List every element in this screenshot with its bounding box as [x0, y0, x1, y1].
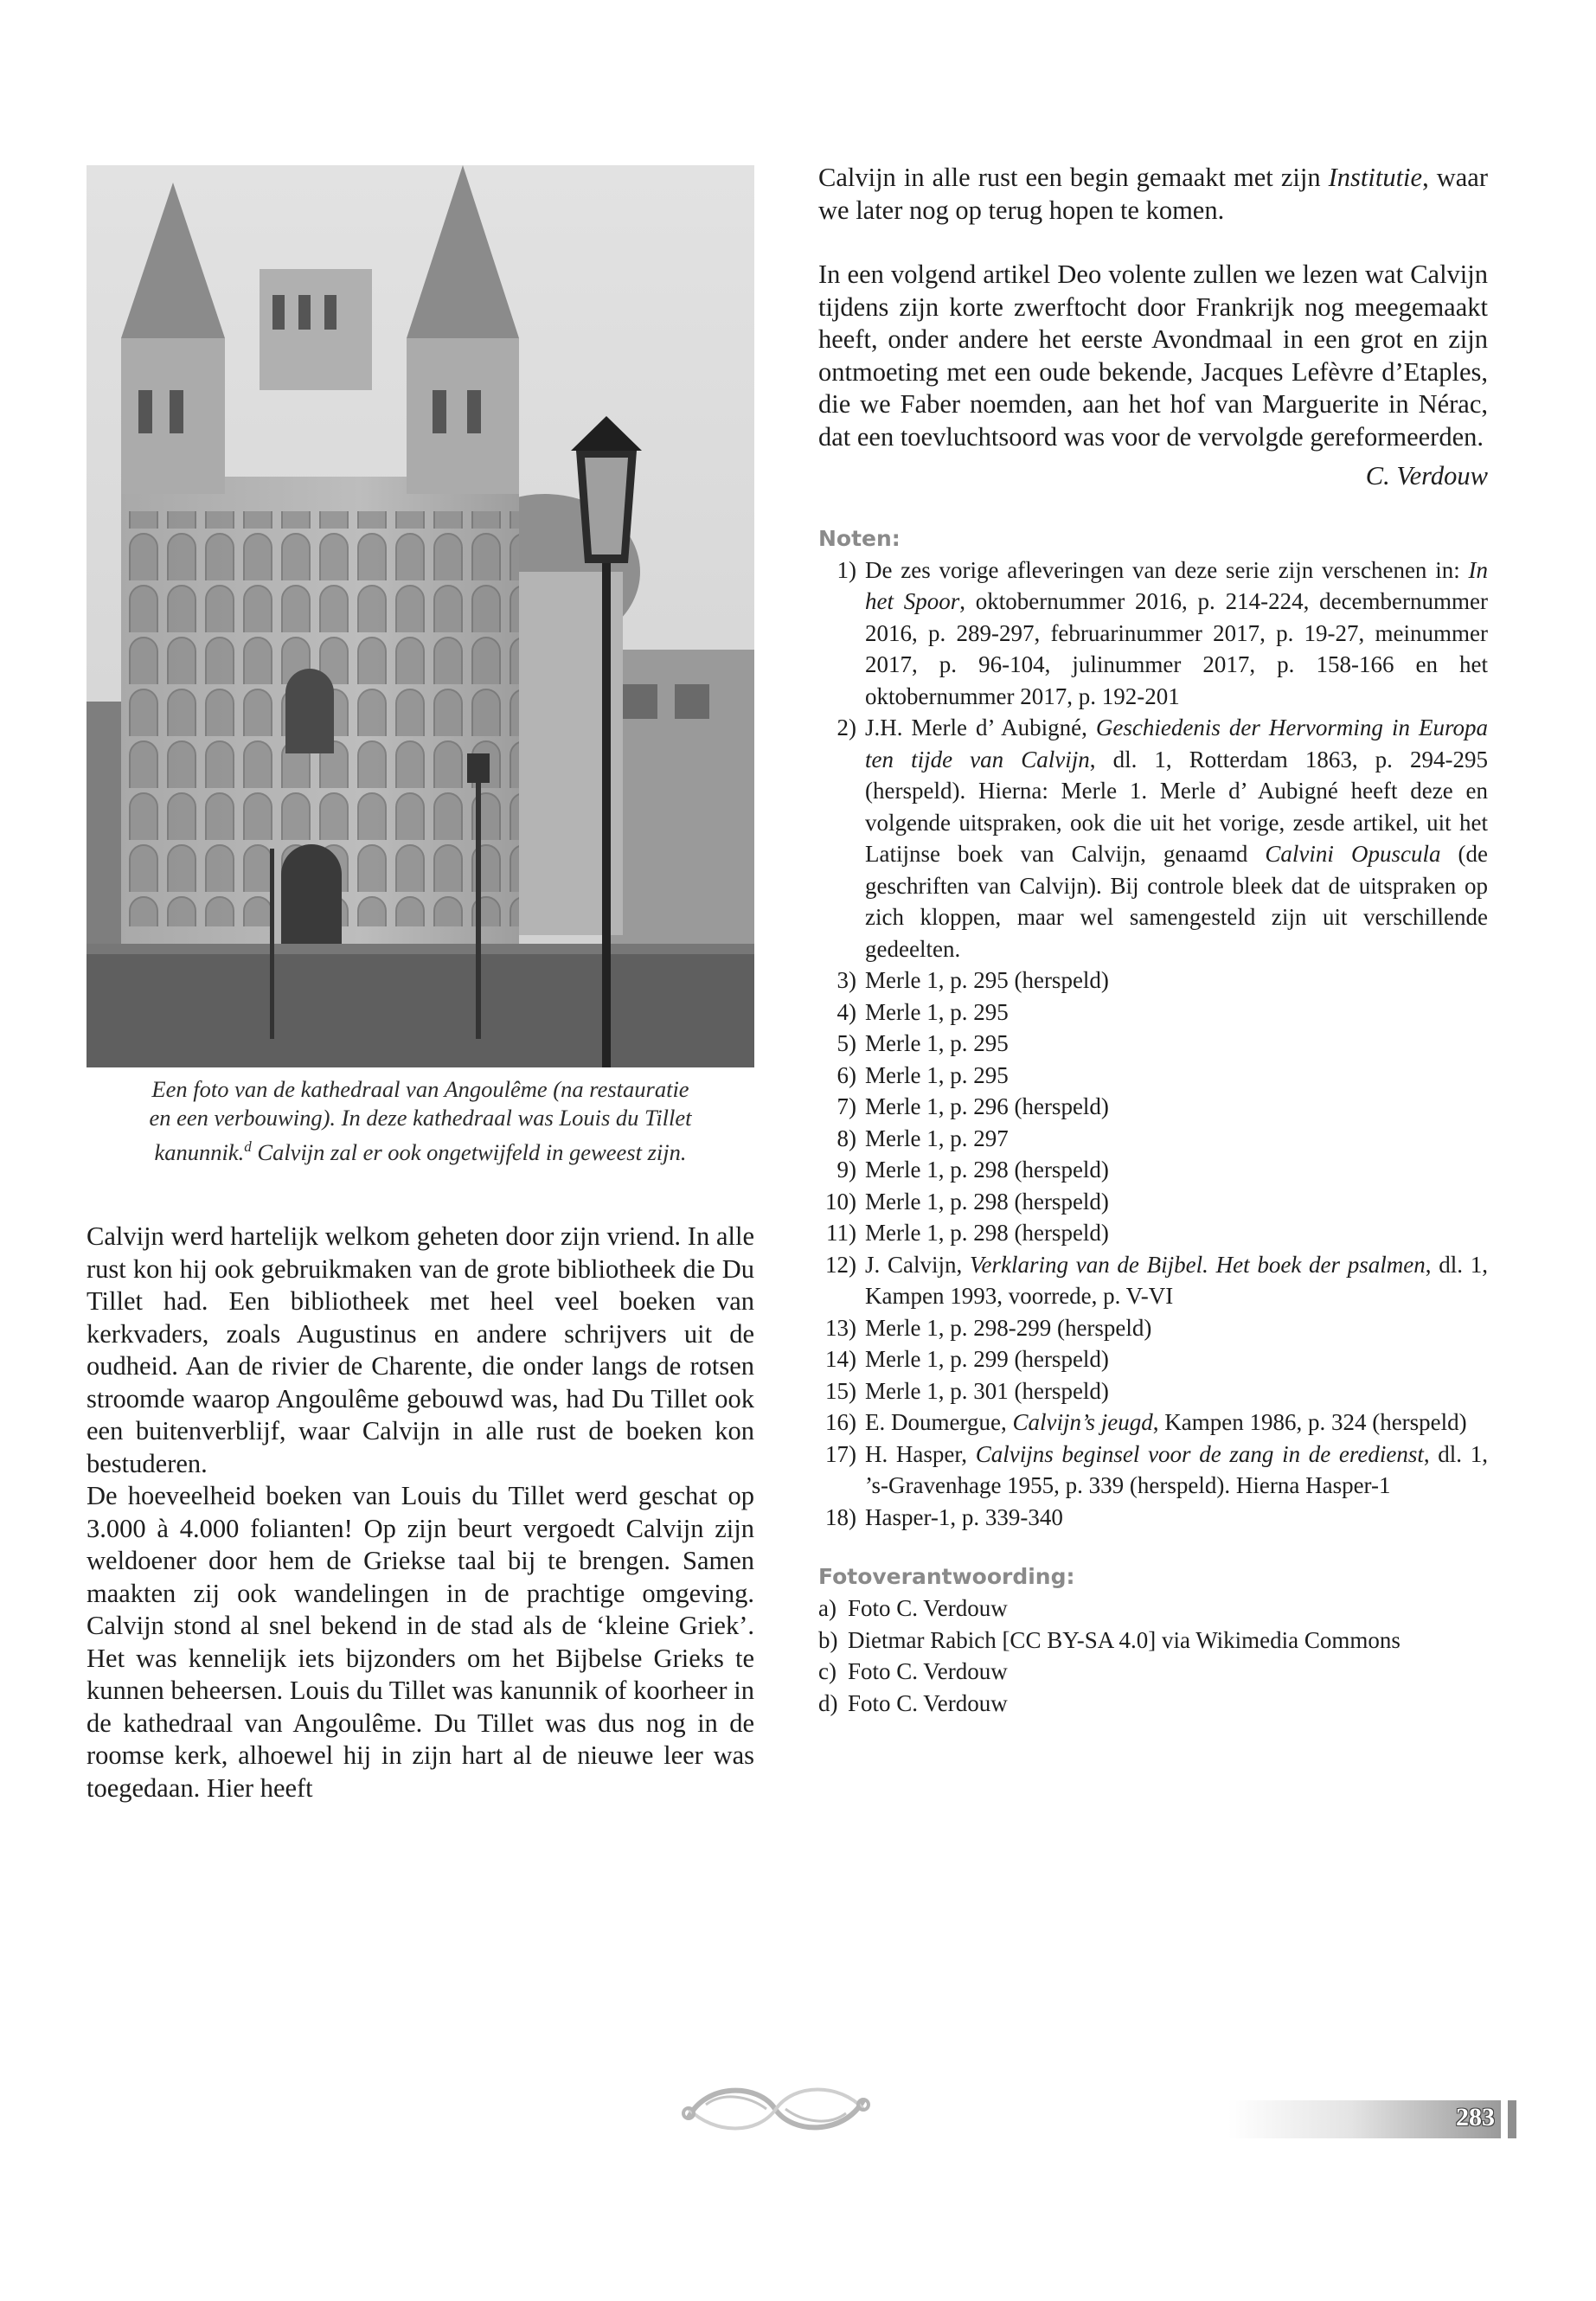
note-item — [818, 1091, 1488, 1123]
cathedral-photo-graphic — [87, 165, 754, 1067]
note-italic-title: Calvijn’s jeugd — [1012, 1409, 1153, 1435]
note-text-part: J. Calvijn, — [865, 1251, 970, 1278]
note-text — [865, 1186, 1488, 1218]
note-item — [818, 1186, 1488, 1218]
note-item — [818, 1375, 1488, 1407]
note-text-part: , dl. 1, Rotterdam 1863, p. 294-295 (herspeld). Hierna: Merle 1. Merle d’ Aubigné heeft deze en volgende uitspraken, ook die uit het vorige, zesde artikel, uit het Latijnse boek van Calvijn, genaamd — [865, 746, 1488, 867]
note-italic-title: Calvijns beginsel voor de zang in de eredienst — [975, 1440, 1424, 1467]
note-number: 10) — [825, 1188, 856, 1215]
note-text — [865, 1343, 1488, 1375]
note-text-part: E. Doumergue, — [865, 1409, 1013, 1435]
note-item — [818, 1407, 1488, 1439]
credit-letter: b) — [818, 1626, 838, 1653]
note-italic-title: Verklaring van de Bijbel. Het boek der psalmen — [969, 1251, 1426, 1278]
notes-heading: Noten: — [818, 525, 901, 551]
note-item — [818, 1312, 1488, 1344]
note-text-part: Hasper-1, p. 339-340 — [865, 1503, 1063, 1530]
note-text — [865, 1123, 1488, 1155]
note-item — [818, 1060, 1488, 1092]
paragraph-text: Calvijn in alle rust een begin gemaakt met zijn — [818, 163, 1329, 192]
note-text — [865, 1060, 1488, 1092]
caption-text: Calvijn zal er ook ongetwijfeld in geweest zijn. — [251, 1138, 687, 1165]
note-item — [818, 554, 1488, 713]
note-number: 13) — [825, 1314, 856, 1341]
paragraph — [818, 162, 1488, 227]
note-text-part: Merle 1, p. 298 (herspeld) — [865, 1220, 1109, 1246]
photo-caption — [87, 1075, 754, 1167]
caption-line — [87, 1132, 754, 1167]
note-item — [818, 1217, 1488, 1249]
note-text-part: De zes vorige afleveringen van deze serie zijn verschenen in: — [865, 556, 1469, 583]
note-number: 2) — [836, 715, 856, 740]
note-text — [865, 554, 1488, 713]
note-text-part: J.H. Merle d’ Aubigné, — [865, 715, 1096, 740]
note-text-part: Merle 1, p. 298-299 (herspeld) — [865, 1314, 1152, 1341]
note-text — [865, 1375, 1488, 1407]
note-text-part: Merle 1, p. 295 (herspeld) — [865, 967, 1109, 993]
footer-tick — [1508, 2100, 1516, 2138]
note-text — [865, 1502, 1488, 1534]
credit-text: Dietmar Rabich [CC BY-SA 4.0] via Wikimedia Commons — [848, 1626, 1401, 1653]
note-number: 9) — [836, 1157, 856, 1183]
note-text — [865, 1249, 1488, 1312]
author-signature: C. Verdouw — [1365, 461, 1488, 490]
note-text-part: Merle 1, p. 295 — [865, 1030, 1009, 1056]
note-item — [818, 997, 1488, 1029]
note-text — [865, 1091, 1488, 1123]
note-number: 8) — [836, 1125, 856, 1151]
note-text-part: Merle 1, p. 296 (herspeld) — [865, 1093, 1109, 1119]
note-text-part: Merle 1, p. 298 (herspeld) — [865, 1188, 1109, 1215]
note-item — [818, 1502, 1488, 1534]
right-column — [818, 162, 1488, 1719]
note-number: 5) — [836, 1030, 856, 1056]
note-item — [818, 1028, 1488, 1060]
note-text — [865, 1407, 1488, 1439]
note-number: 12) — [825, 1251, 856, 1278]
note-item — [818, 965, 1488, 997]
paragraph: De hoeveelheid boeken van Louis du Tillet werd geschat op 3.000 à 4.000 folianten! Op zijn beurt vergoedt Calvijn zijn weldoener door hem de Griekse taal bij te brengen. Samen maakten zij ook wandelingen in de prachtige omgeving. Calvijn stond al snel bekend in de stad als de ‘kleine Griek’. Het was kennelijk iets bijzonders om het Bijbelse Grieks te kunnen beheersen. Louis du Tillet was kanunnik of koorheer in de kathedraal van Angoulême. Du Tillet was dus nog in de roomse kerk, alhoewel hij in zijn hart al de nieuwe leer was toegedaan. Hier heeft — [87, 1481, 754, 1803]
note-italic-title: Geschiedenis der Hervorming in Europa ten tijde van Calvijn — [865, 715, 1488, 772]
note-number: 4) — [836, 998, 856, 1025]
photo-credit-item — [818, 1656, 1488, 1688]
note-text-part: (de geschriften van Calvijn). Bij controle bleek dat de uitspraken op zich kloppen, maar wel samengesteld zijn uit verschillende gedeelten. — [865, 841, 1488, 962]
note-number: 16) — [825, 1409, 856, 1435]
left-body-text — [87, 1221, 754, 1804]
note-text-part: , oktobernummer 2016, p. 214-224, decembernummer 2016, p. 289-297, februarinummer 2017, p. 19-27, meinummer 2017, p. 96-104, julinummer 2017, p. 158-166 en het oktobernummer 2017, p. 192-201 — [865, 588, 1489, 709]
note-text-part: Merle 1, p. 297 — [865, 1125, 1009, 1151]
italic-title: Institutie — [1328, 163, 1423, 192]
note-text — [865, 1217, 1488, 1249]
note-number: 17) — [825, 1440, 856, 1467]
note-text-part: Merle 1, p. 295 — [865, 998, 1009, 1025]
paragraph: Calvijn werd hartelijk welkom geheten door zijn vriend. In alle rust kon hij ook gebruikmaken van de grote bibliotheek die Du Tillet had. Een bibliotheek met heel veel boeken van kerkvaders, zoals Augustinus en andere schrijvers uit de oudheid. Aan de rivier de Charente, die onder langs de rotsen stroomde waarop Angoulême gebouwd was, had Du Tillet ook een buitenverblijf, waar Calvijn in alle rust de boeken kon bestuderen. — [87, 1221, 754, 1478]
note-text — [865, 1312, 1488, 1344]
photo-credits-list — [818, 1593, 1488, 1719]
note-number: 14) — [825, 1346, 856, 1372]
footnote-ref: d — [244, 1138, 252, 1155]
credit-letter: d) — [818, 1689, 838, 1716]
paragraph: In een volgend artikel Deo volente zullen we lezen wat Calvijn tijdens zijn korte zwerftocht door Frankrijk nog meegemaakt heeft, onder andere het eerste Avondmaal in een grot en zijn ontmoeting met een oude bekende, Jacques Lefèvre d’Etaples, die we Faber noemden, aan het hof van Marguerite in Nérac, dat een toevluchtsoord was voor de vervolgde gereformeerden. — [818, 260, 1488, 452]
paragraph-text: , waar we later nog op terug hopen te komen. — [818, 163, 1488, 225]
photo-credits-heading: Fotoverantwoording: — [818, 1564, 1075, 1589]
note-number: 11) — [826, 1220, 856, 1246]
photo-credit-item — [818, 1625, 1488, 1657]
photo-credit-item — [818, 1593, 1488, 1625]
caption-line: Een foto van de kathedraal van Angoulême (na restauratie — [151, 1076, 689, 1102]
note-number: 3) — [836, 967, 856, 993]
page-number: 283 — [1456, 2103, 1495, 2131]
note-italic-title: In het Spoor — [865, 556, 1488, 614]
photo-credit-item — [818, 1688, 1488, 1720]
note-item — [818, 1249, 1488, 1312]
caption-line: en een verbouwing). In deze kathedraal was Louis du Tillet — [149, 1105, 692, 1131]
note-text-part: Merle 1, p. 301 (herspeld) — [865, 1377, 1109, 1404]
note-text — [865, 1028, 1488, 1060]
note-item — [818, 1439, 1488, 1502]
credit-text: Foto C. Verdouw — [848, 1689, 1008, 1716]
notes-list — [818, 554, 1488, 1534]
note-item — [818, 1154, 1488, 1186]
note-number: 1) — [836, 556, 856, 583]
note-number: 6) — [836, 1061, 856, 1088]
note-text-part: H. Hasper, — [865, 1440, 976, 1467]
note-text-part: , Kampen 1986, p. 324 (herspeld) — [1152, 1409, 1467, 1435]
credit-text: Foto C. Verdouw — [848, 1658, 1008, 1684]
note-text-part: Merle 1, p. 299 (herspeld) — [865, 1346, 1109, 1372]
note-italic-title: Calvini Opuscula — [1265, 841, 1441, 867]
note-text — [865, 712, 1488, 965]
credit-text: Foto C. Verdouw — [848, 1595, 1008, 1621]
note-item — [818, 712, 1488, 965]
note-text — [865, 1439, 1488, 1502]
note-text — [865, 997, 1488, 1029]
note-text — [865, 965, 1488, 997]
note-text-part: Merle 1, p. 298 (herspeld) — [865, 1157, 1109, 1183]
cathedral-photo — [87, 165, 754, 1067]
note-text-part: , dl. 1, Kampen 1993, voorrede, p. V-VI — [865, 1251, 1488, 1309]
note-number: 15) — [825, 1377, 856, 1404]
note-item — [818, 1123, 1488, 1155]
swirl-ornament-icon — [671, 2066, 881, 2152]
note-item — [818, 1343, 1488, 1375]
note-text — [865, 1154, 1488, 1186]
caption-text: kanunnik. — [154, 1138, 245, 1165]
note-text-part: , dl. 1, ’s-Gravenhage 1955, p. 339 (herspeld). Hierna Hasper-1 — [865, 1440, 1488, 1498]
note-number: 7) — [836, 1093, 856, 1119]
note-number: 18) — [825, 1503, 856, 1530]
note-text-part: Merle 1, p. 295 — [865, 1061, 1009, 1088]
credit-letter: a) — [818, 1595, 836, 1621]
credit-letter: c) — [818, 1658, 836, 1684]
